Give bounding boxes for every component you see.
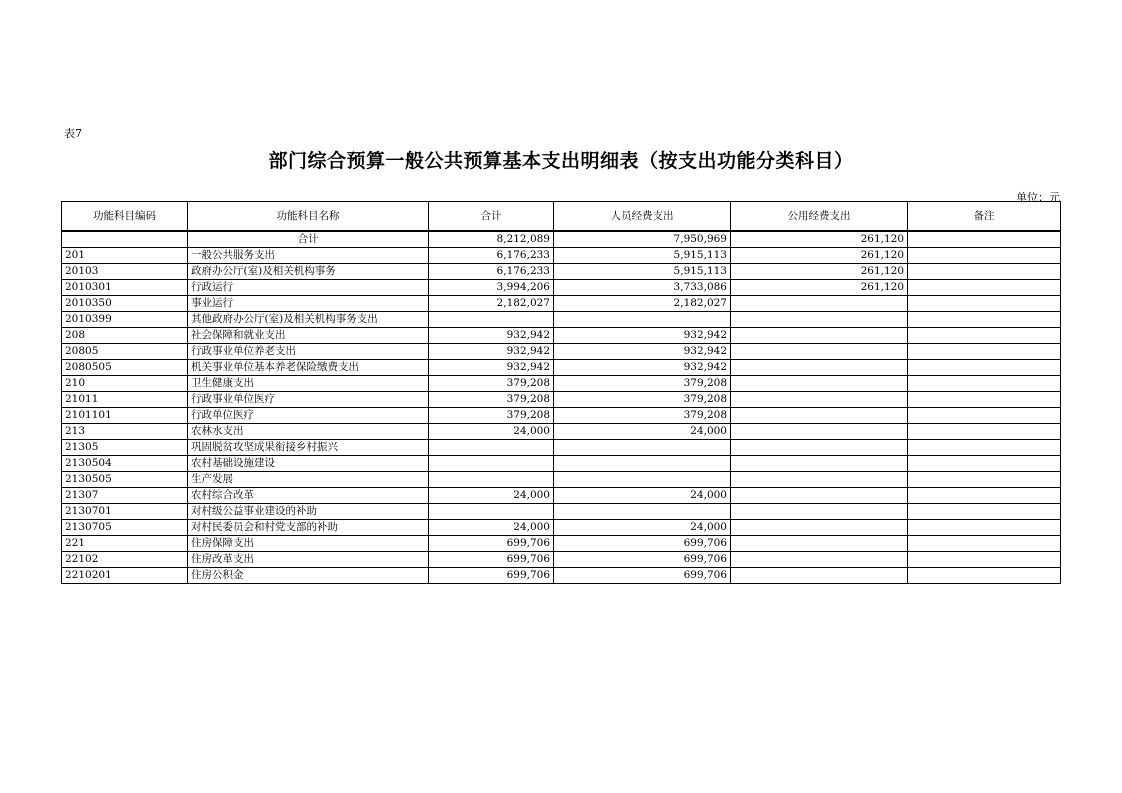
row-note: [908, 504, 1061, 520]
row-code: 2101101: [62, 408, 188, 424]
table-row: [62, 280, 1061, 296]
table-body: [62, 231, 1061, 584]
row-code: 21011: [62, 392, 188, 408]
row-name: 住房改革支出: [188, 552, 429, 568]
row-name: 行政运行: [188, 280, 429, 296]
row-note: [908, 440, 1061, 456]
row-note: [908, 312, 1061, 328]
row-personnel: 379,208: [554, 392, 731, 408]
row-note: [908, 248, 1061, 264]
row-code: 21305: [62, 440, 188, 456]
row-personnel: [554, 456, 731, 472]
row-code: 213: [62, 424, 188, 440]
row-code: 20103: [62, 264, 188, 280]
row-public: [731, 568, 908, 584]
row-public: [731, 376, 908, 392]
row-public: 261,120: [731, 248, 908, 264]
header-code: 功能科目编码: [62, 202, 188, 232]
row-code: 221: [62, 536, 188, 552]
row-note: [908, 296, 1061, 312]
row-personnel: 932,942: [554, 344, 731, 360]
table-row: [62, 248, 1061, 264]
row-total: 379,208: [429, 392, 554, 408]
row-public: [731, 408, 908, 424]
row-code: 208: [62, 328, 188, 344]
row-name: 卫生健康支出: [188, 376, 429, 392]
row-total: [429, 504, 554, 520]
row-note: [908, 568, 1061, 584]
row-public: 261,120: [731, 264, 908, 280]
table-row: [62, 456, 1061, 472]
row-total: [429, 440, 554, 456]
row-note: [908, 264, 1061, 280]
row-personnel: 24,000: [554, 424, 731, 440]
row-name: 住房公积金: [188, 568, 429, 584]
row-note: [908, 344, 1061, 360]
row-total: 24,000: [429, 424, 554, 440]
row-public: [731, 344, 908, 360]
row-total: 379,208: [429, 408, 554, 424]
row-public: [731, 392, 908, 408]
table-row: [62, 264, 1061, 280]
header-personnel: 人员经费支出: [554, 202, 731, 232]
row-name: 行政事业单位养老支出: [188, 344, 429, 360]
row-name: 生产发展: [188, 472, 429, 488]
table-row: [62, 328, 1061, 344]
row-personnel: 699,706: [554, 552, 731, 568]
table-row: [62, 568, 1061, 584]
row-public: [731, 472, 908, 488]
row-total: 379,208: [429, 376, 554, 392]
row-name: 社会保障和就业支出: [188, 328, 429, 344]
row-personnel: [554, 312, 731, 328]
row-note: [908, 424, 1061, 440]
row-name: 农村基础设施建设: [188, 456, 429, 472]
table-row: [62, 552, 1061, 568]
row-name: 住房保障支出: [188, 536, 429, 552]
row-code: 2130504: [62, 456, 188, 472]
row-note: [908, 280, 1061, 296]
row-public: [731, 552, 908, 568]
row-total: 932,942: [429, 328, 554, 344]
row-public: [731, 536, 908, 552]
row-name: 对村级公益事业建设的补助: [188, 504, 429, 520]
table-row: [62, 312, 1061, 328]
row-name: 其他政府办公厅(室)及相关机构事务支出: [188, 312, 429, 328]
table-row: [62, 392, 1061, 408]
header-name: 功能科目名称: [188, 202, 429, 232]
row-code: 210: [62, 376, 188, 392]
row-personnel: 3,733,086: [554, 280, 731, 296]
row-note: [908, 472, 1061, 488]
page-title: 部门综合预算一般公共预算基本支出明细表（按支出功能分类科目）: [268, 150, 854, 172]
row-name: 政府办公厅(室)及相关机构事务: [188, 264, 429, 280]
row-public: 261,120: [731, 280, 908, 296]
row-public: [731, 504, 908, 520]
row-name: 行政单位医疗: [188, 408, 429, 424]
row-personnel: [554, 440, 731, 456]
row-total: 2,182,027: [429, 296, 554, 312]
table-row: [62, 488, 1061, 504]
table-header-row: [62, 202, 1061, 232]
row-name: 一般公共服务支出: [188, 248, 429, 264]
row-name: 机关事业单位基本养老保险缴费支出: [188, 360, 429, 376]
row-total: [429, 456, 554, 472]
table-row: [62, 344, 1061, 360]
row-public: [731, 456, 908, 472]
row-public: [731, 360, 908, 376]
row-public: [731, 424, 908, 440]
table-row: [62, 472, 1061, 488]
table-row: [62, 376, 1061, 392]
header-note: 备注: [908, 202, 1061, 232]
table-row: [62, 424, 1061, 440]
table-row: [62, 408, 1061, 424]
row-public: [731, 312, 908, 328]
row-total: 699,706: [429, 568, 554, 584]
row-note: [908, 488, 1061, 504]
row-public: [731, 520, 908, 536]
row-code: 2210201: [62, 568, 188, 584]
row-personnel: 5,915,113: [554, 264, 731, 280]
header-public: 公用经费支出: [731, 202, 908, 232]
row-code: 20805: [62, 344, 188, 360]
unit-label: 单位：元: [1016, 191, 1060, 204]
row-total: 24,000: [429, 520, 554, 536]
table-row: [62, 360, 1061, 376]
budget-table: [61, 201, 1061, 584]
row-public: [731, 296, 908, 312]
row-name: 巩固脱贫攻坚成果衔接乡村振兴: [188, 440, 429, 456]
row-total: 932,942: [429, 344, 554, 360]
row-name: 事业运行: [188, 296, 429, 312]
row-personnel: 932,942: [554, 328, 731, 344]
row-code: 22102: [62, 552, 188, 568]
row-total: 932,942: [429, 360, 554, 376]
row-note: [908, 408, 1061, 424]
table-row: [62, 440, 1061, 456]
row-name: 农林水支出: [188, 424, 429, 440]
row-note: [908, 520, 1061, 536]
row-public: [731, 488, 908, 504]
row-personnel: [554, 504, 731, 520]
row-note: [908, 536, 1061, 552]
row-personnel: 2,182,027: [554, 296, 731, 312]
row-personnel: 379,208: [554, 408, 731, 424]
row-code: 2080505: [62, 360, 188, 376]
total-row-total: 8,212,089: [429, 231, 554, 248]
total-row-note: [908, 231, 1061, 248]
row-code: 2130705: [62, 520, 188, 536]
row-total: [429, 472, 554, 488]
row-total: 3,994,206: [429, 280, 554, 296]
row-personnel: 699,706: [554, 568, 731, 584]
row-personnel: 5,915,113: [554, 248, 731, 264]
total-row: [62, 231, 1061, 248]
row-total: 699,706: [429, 536, 554, 552]
row-note: [908, 552, 1061, 568]
row-note: [908, 376, 1061, 392]
table-row: [62, 296, 1061, 312]
row-personnel: [554, 472, 731, 488]
header-total: 合计: [429, 202, 554, 232]
total-row-public: 261,120: [731, 231, 908, 248]
total-row-personnel: 7,950,969: [554, 231, 731, 248]
row-total: 24,000: [429, 488, 554, 504]
total-row-name: 合计: [188, 231, 429, 248]
row-code: 2130701: [62, 504, 188, 520]
table-row: [62, 520, 1061, 536]
row-total: 699,706: [429, 552, 554, 568]
row-code: 21307: [62, 488, 188, 504]
row-personnel: 24,000: [554, 488, 731, 504]
row-code: 201: [62, 248, 188, 264]
row-note: [908, 456, 1061, 472]
row-personnel: 932,942: [554, 360, 731, 376]
row-code: 2010350: [62, 296, 188, 312]
row-public: [731, 328, 908, 344]
row-name: 行政事业单位医疗: [188, 392, 429, 408]
row-note: [908, 392, 1061, 408]
row-personnel: 379,208: [554, 376, 731, 392]
total-row-code: [62, 231, 188, 248]
row-code: 2010301: [62, 280, 188, 296]
row-name: 农村综合改革: [188, 488, 429, 504]
row-personnel: 699,706: [554, 536, 731, 552]
row-total: 6,176,233: [429, 264, 554, 280]
row-public: [731, 440, 908, 456]
table-row: [62, 536, 1061, 552]
row-code: 2130505: [62, 472, 188, 488]
row-note: [908, 360, 1061, 376]
row-code: 2010399: [62, 312, 188, 328]
table-number-label: 表7: [64, 127, 82, 140]
table-row: [62, 504, 1061, 520]
row-name: 对村民委员会和村党支部的补助: [188, 520, 429, 536]
row-note: [908, 328, 1061, 344]
row-total: 6,176,233: [429, 248, 554, 264]
row-total: [429, 312, 554, 328]
row-personnel: 24,000: [554, 520, 731, 536]
